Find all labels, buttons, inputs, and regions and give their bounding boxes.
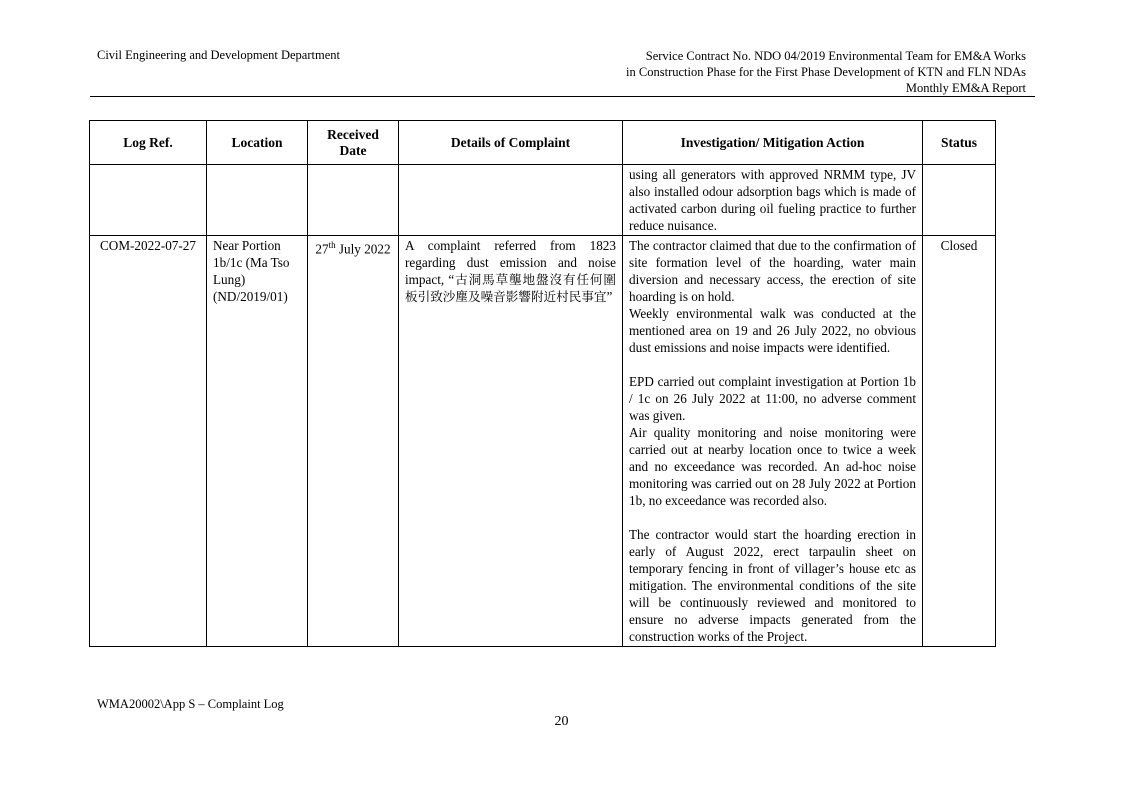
action-paragraph: The contractor would start the hoarding erection in early of August 2022, erect tarpaulin sheet on temporary fencing in front of villager’s house etc as mitigation. The environmental conditions of the site will be continuously reviewed and monitored to ensure no adverse impacts generated from the construction works of the Project.: [629, 527, 916, 644]
date-day: 27: [315, 241, 329, 257]
complaint-log-table: [89, 120, 996, 647]
location-line: Near Portion: [213, 238, 281, 253]
table-row-continued: [90, 165, 996, 236]
header-contract-line-1: Service Contract No. NDO 04/2019 Environmental Team for EM&A Works: [645, 49, 1026, 63]
cell-location: [207, 236, 308, 647]
header-report-type: Monthly EM&A Report: [905, 81, 1026, 95]
cell-action-continued: using all generators with approved NRMM type, JV also installed odour adsorption bags which is made of activated carbon during oil fueling practice to further reduce nuisance.: [623, 165, 923, 236]
cell-log-ref: COM-2022-07-27: [90, 236, 207, 647]
column-header-location: Location: [207, 121, 308, 165]
footer-doc-ref: WMA20002\App S – Complaint Log: [97, 697, 284, 711]
column-header-details: Details of Complaint: [399, 121, 623, 165]
location-line: (ND/2019/01): [213, 289, 288, 304]
action-paragraph: EPD carried out complaint investigation at Portion 1b / 1c on 26 July 2022 at 11:00, no adverse comment was given.: [629, 374, 916, 423]
cell-empty: [308, 165, 399, 236]
table-row: [90, 236, 996, 647]
action-paragraph: Weekly environmental walk was conducted at the mentioned area on 19 and 26 July 2022, no obvious dust emissions and noise impacts were identified.: [629, 306, 916, 355]
column-header-received-date: Received Date: [308, 121, 399, 165]
header-contract-title: [626, 48, 1026, 96]
location-line: 1b/1c (Ma Tso: [213, 255, 290, 270]
details-chinese: 古洞馬草壟地盤沒有任何圍板引致沙塵及噪音影響附近村民事宜: [405, 272, 617, 304]
cell-empty: [90, 165, 207, 236]
page-number: 20: [554, 714, 569, 729]
details-english: A complaint referred from 1823 regarding dust emission and noise impact, “: [405, 238, 616, 287]
table-header-row: [90, 121, 996, 165]
action-paragraph: Air quality monitoring and noise monitoring were carried out at nearby location once to twice a week and no exceedance was recorded. An ad-hoc noise monitoring was carried out on 28 July 2022 at Portion 1b, no exceedance was recorded also.: [629, 425, 916, 508]
header-contract-line-2: in Construction Phase for the First Phase Development of KTN and FLN NDAs: [626, 65, 1026, 79]
details-closing-quote: ”: [606, 289, 613, 304]
column-header-status: Status: [923, 121, 996, 165]
column-header-log-ref: Log Ref.: [90, 121, 207, 165]
column-header-action: Investigation/ Mitigation Action: [623, 121, 923, 165]
header-department: Civil Engineering and Development Department: [97, 48, 340, 62]
cell-action: [623, 236, 923, 647]
header-divider: [90, 96, 1035, 97]
cell-empty: [399, 165, 623, 236]
date-suffix: th: [328, 240, 336, 250]
cell-empty: [207, 165, 308, 236]
cell-received-date: [308, 236, 399, 647]
cell-empty: [923, 165, 996, 236]
action-paragraph: The contractor claimed that due to the confirmation of site formation level of the hoarding, water main diversion and necessary access, the erection of site hoarding is on hold.: [629, 238, 916, 304]
location-line: Lung): [213, 272, 246, 287]
cell-status: Closed: [923, 236, 996, 647]
cell-details: [399, 236, 623, 647]
date-month-year: July 2022: [335, 241, 391, 257]
